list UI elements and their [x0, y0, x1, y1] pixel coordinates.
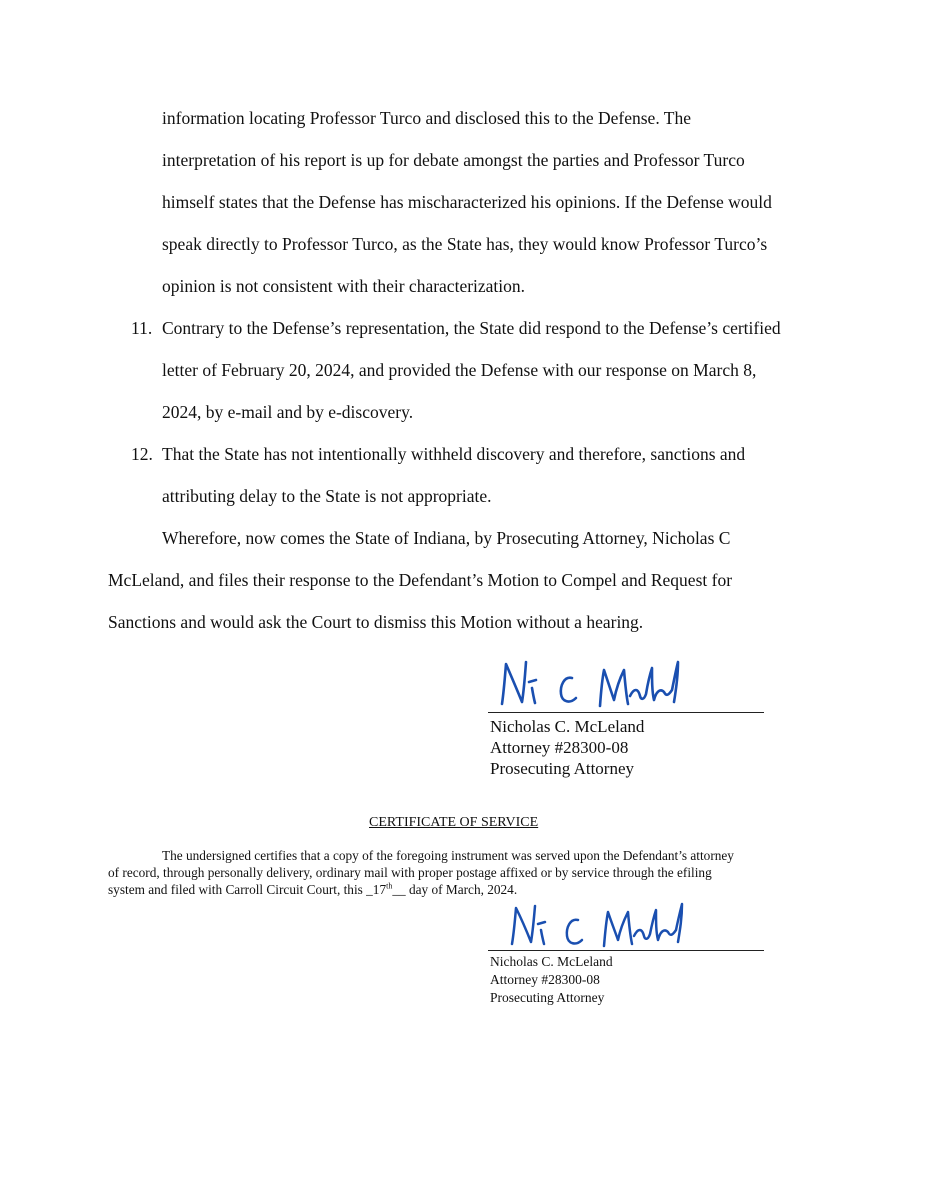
signer-name: Nicholas C. McLeland	[490, 717, 645, 736]
item-line: letter of February 20, 2024, and provided the Defense with our response on March 8,	[162, 360, 757, 380]
item-line: Contrary to the Defense’s representation, the State did respond to the Defense’s certified	[162, 318, 781, 338]
attorney-number: Attorney #28300-08	[490, 738, 629, 757]
wherefore-line: McLeland, and files their response to the Defendant’s Motion to Compel and Request for	[108, 570, 733, 590]
paragraph-line: interpretation of his report is up for debate amongst the parties and Professor Turco	[162, 150, 745, 170]
signer-name: Nicholas C. McLeland	[490, 954, 613, 969]
wherefore-line: Sanctions and would ask the Court to dismiss this Motion without a hearing.	[108, 612, 644, 632]
signature-line	[488, 712, 764, 713]
signer-title: Prosecuting Attorney	[490, 759, 635, 778]
certificate-title: CERTIFICATE OF SERVICE	[369, 815, 539, 830]
certificate-date-pre: system and filed with Carroll Circuit Court, this _17	[108, 882, 387, 897]
certificate-text-line: of record, through personally delivery, ordinary mail with proper postage affixed or by service through the efiling	[108, 865, 712, 880]
signature-line	[488, 950, 764, 951]
certificate-text-line: The undersigned certifies that a copy of the foregoing instrument was served upon the Defendant’s attorney	[162, 848, 734, 863]
wherefore-line: Wherefore, now comes the State of Indiana, by Prosecuting Attorney, Nicholas C	[162, 528, 731, 548]
handwritten-signature	[500, 896, 700, 952]
certificate-date-post: __ day of March, 2024.	[392, 882, 518, 897]
item-number: 12.	[131, 444, 153, 464]
signer-title: Prosecuting Attorney	[490, 990, 605, 1005]
paragraph-line: opinion is not consistent with their characterization.	[162, 276, 526, 296]
paragraph-line: himself states that the Defense has mischaracterized his opinions. If the Defense would	[162, 192, 772, 212]
item-line: 2024, by e-mail and by e-discovery.	[162, 402, 414, 422]
certificate-date-sup: th	[386, 881, 393, 891]
certificate-text-line	[108, 881, 517, 898]
item-line: That the State has not intentionally withheld discovery and therefore, sanctions and	[162, 444, 746, 464]
handwritten-signature	[488, 652, 698, 714]
item-number: 11.	[131, 318, 153, 338]
attorney-number: Attorney #28300-08	[490, 972, 600, 987]
paragraph-line: speak directly to Professor Turco, as the State has, they would know Professor Turco’s	[162, 234, 768, 254]
item-line: attributing delay to the State is not appropriate.	[162, 486, 492, 506]
paragraph-line: information locating Professor Turco and disclosed this to the Defense. The	[162, 108, 691, 128]
